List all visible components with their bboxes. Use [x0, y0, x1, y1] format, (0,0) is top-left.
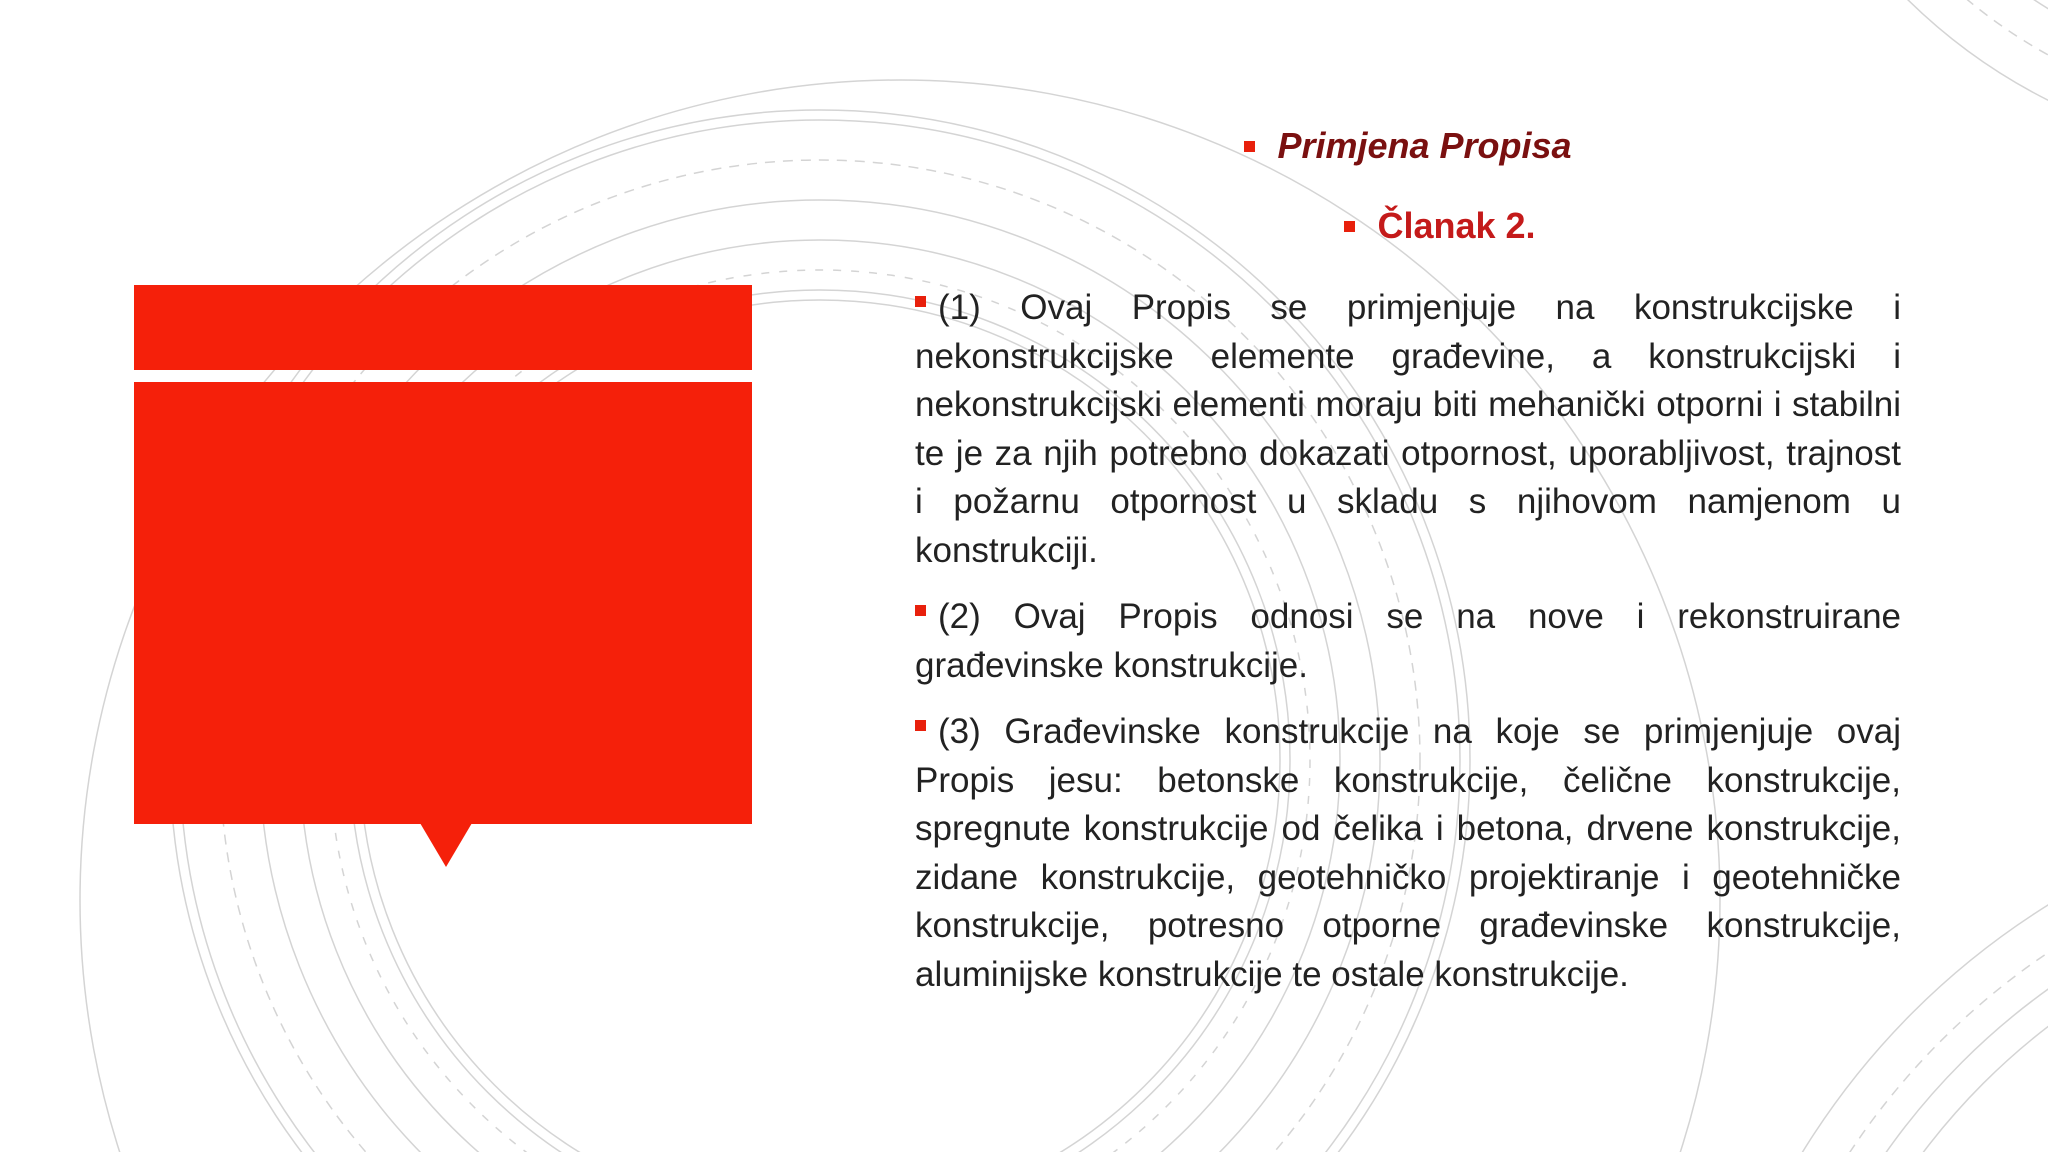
subheading-text: Članak 2. — [1377, 205, 1536, 246]
paragraph-1-text: (1) Ovaj Propis se primjenjuje na konstrukcijske i nekonstrukcijske elemente građevine, a konstrukcijski i nekonstrukcijski elementi moraju biti mehanički otporni i stabilni te je za njih potrebno dokazati otpornost, uporabljivost, trajnost i požarnu otpornost u skladu s njihovom namjenom u konstrukciji. — [915, 288, 1901, 570]
slide-heading — [915, 118, 1901, 174]
square-bullet-icon — [915, 296, 926, 307]
heading-text: Primjena Propisa — [1277, 125, 1572, 166]
square-bullet-icon — [1344, 221, 1355, 232]
slide-subheading — [979, 198, 1901, 254]
paragraph-3-text: (3) Građevinske konstrukcije na koje se primjenjuje ovaj Propis jesu: betonske konstrukcije, čelične konstrukcije, spregnute konstrukcije od čelika i betona, drvene konstrukcije, zidane konstrukcije, geotehničko projektiranje i geotehničke konstrukcije, potresno otporne građevinske konstrukcije, aluminijske konstrukcije te ostale konstrukcije. — [915, 712, 1901, 994]
square-bullet-icon — [1244, 141, 1255, 152]
callout-pointer — [420, 823, 472, 867]
paragraph-2 — [915, 593, 1901, 690]
square-bullet-icon — [915, 720, 926, 731]
paragraph-2-text: (2) Ovaj Propis odnosi se na nove i rekonstruirane građevinske konstrukcije. — [915, 597, 1901, 685]
paragraph-1 — [915, 284, 1901, 575]
red-header-bar — [134, 285, 752, 370]
paragraph-3 — [915, 708, 1901, 999]
red-callout-box — [134, 382, 752, 824]
text-content — [915, 118, 1901, 999]
square-bullet-icon — [915, 605, 926, 616]
